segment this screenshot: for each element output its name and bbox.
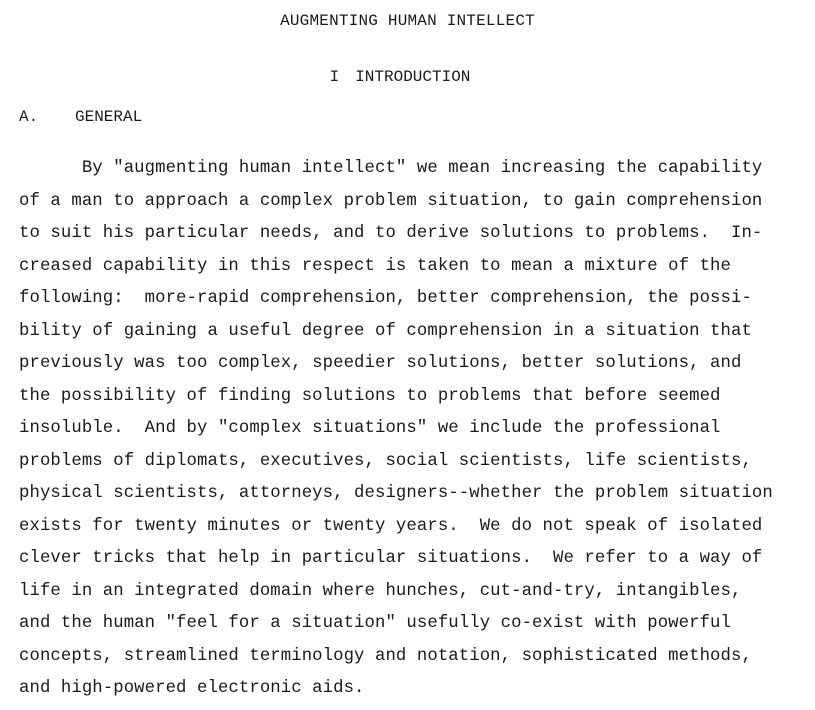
section-title: INTRODUCTION: [355, 68, 471, 86]
paragraph-line: and the human "feel for a situation" usefully co-exist with powerful: [19, 614, 731, 633]
body-paragraph: [19, 153, 809, 706]
document-title: AUGMENTING HUMAN INTELLECT: [280, 12, 535, 30]
subsection-letter: A.: [19, 108, 39, 126]
paragraph-line: creased capability in this respect is taken to mean a mixture of the: [19, 256, 731, 276]
paragraph-line: physical scientists, attorneys, designers--whether the problem situation: [19, 484, 773, 503]
section-heading: [0, 68, 800, 86]
paragraph-line: By "augmenting human intellect" we mean increasing the capability: [19, 159, 763, 178]
paragraph-line: concepts, streamlined terminology and notation, sophisticated methods,: [19, 646, 752, 666]
paragraph-line: clever tricks that help in particular situations. We refer to a way of: [19, 549, 763, 568]
section-number: I: [329, 68, 340, 86]
paragraph-line: of a man to approach a complex problem situation, to gain comprehension: [19, 191, 763, 211]
paragraph-line: the possibility of finding solutions to problems that before seemed: [19, 386, 721, 406]
paragraph-line: problems of diplomats, executives, social scientists, life scientists,: [19, 451, 752, 471]
paragraph-line: life in an integrated domain where hunches, cut-and-try, intangibles,: [19, 581, 742, 601]
subsection-heading: [19, 108, 142, 126]
paragraph-line: following: more-rapid comprehension, better comprehension, the possi-: [19, 289, 752, 308]
paragraph-line: exists for twenty minutes or twenty years. We do not speak of isolated: [19, 516, 763, 536]
paragraph-line: bility of gaining a useful degree of comprehension in a situation that: [19, 321, 752, 341]
subsection-title: GENERAL: [75, 108, 143, 126]
paragraph-line: previously was too complex, speedier solutions, better solutions, and: [19, 354, 742, 373]
paragraph-line: and high-powered electronic aids.: [19, 679, 365, 698]
paragraph-line: to suit his particular needs, and to derive solutions to problems. In-: [19, 224, 763, 243]
paragraph-line: insoluble. And by "complex situations" we include the professional: [19, 419, 721, 438]
